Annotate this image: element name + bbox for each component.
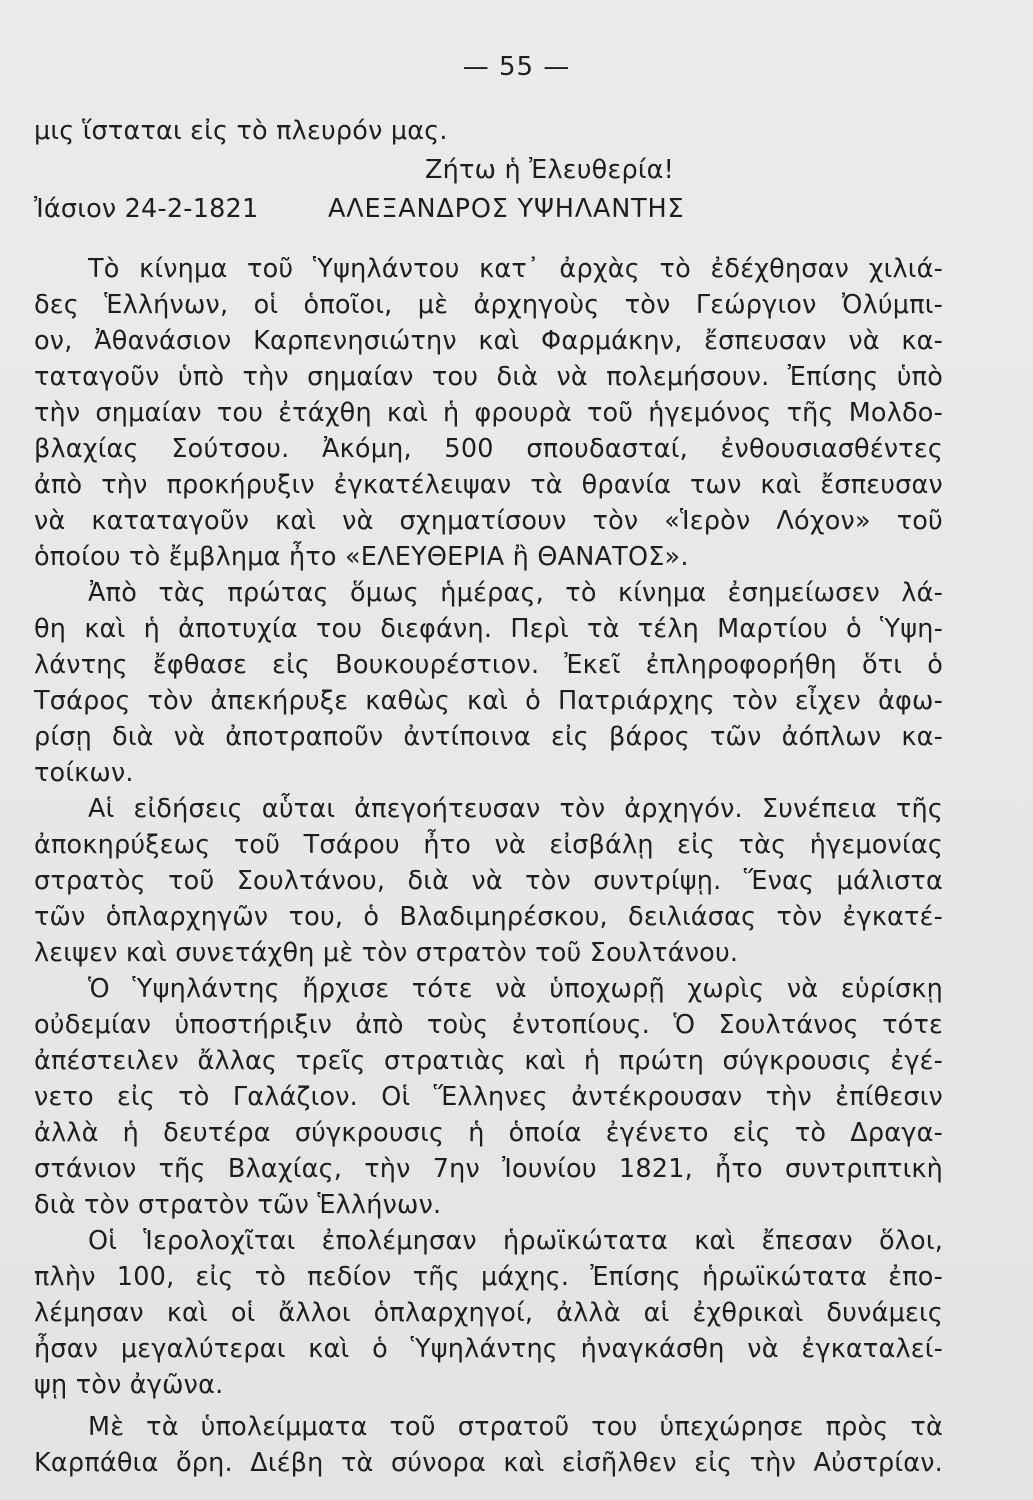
text-line: τοίκων. bbox=[34, 758, 134, 788]
text-line: νὰ καταταγοῦν καὶ νὰ σχηματίσουν τὸν «Ἱερὸν Λόχον» τοῦ bbox=[34, 506, 943, 536]
text-line: τῶν ὁπλαρχηγῶν του, ὁ Βλαδιμηρέσκου, δειλιάσας τὸν ἐγκατέ- bbox=[34, 902, 943, 932]
text-line: βλαχίας Σούτσου. Ἀκόμη, 500 σπουδασταί, ἐνθουσιασθέντες bbox=[34, 434, 943, 464]
text-line: στρατὸς τοῦ Σουλτάνου, διὰ νὰ τὸν συντρίψῃ. Ἕνας μάλιστα bbox=[34, 866, 943, 896]
text-line: δες Ἑλλήνων, οἱ ὁποῖοι, μὲ ἀρχηγοὺς τὸν Γεώργιον Ὀλύμπι- bbox=[34, 290, 943, 320]
text-line: λάντης ἔφθασε εἰς Βουκουρέστιον. Ἐκεῖ ἐπληροφορήθη ὅτι ὁ bbox=[34, 650, 943, 680]
text-line: νετο εἰς τὸ Γαλάζιον. Οἱ Ἕλληνες ἀντέκρουσαν τὴν ἐπίθεσιν bbox=[34, 1082, 943, 1112]
text-line: ἀποκηρύξεως τοῦ Τσάρου ἦτο νὰ εἰσβάλῃ εἰς τὰς ἡγεμονίας bbox=[34, 830, 943, 860]
signature-name: ΑΛΕΞΑΝΔΡΟΣ ΥΨΗΛΑΝΤΗΣ bbox=[328, 194, 685, 224]
text-line: Ἀπὸ τὰς πρώτας ὅμως ἡμέρας, τὸ κίνημα ἐσημείωσεν λά- bbox=[88, 578, 943, 608]
page-number: — 55 — bbox=[462, 52, 571, 82]
text-line: Καρπάθια ὄρη. Διέβη τὰ σύνορα καὶ εἰσῆλθεν εἰς τὴν Αὐστρίαν. bbox=[34, 1448, 943, 1478]
text-line: μις ἵσταται εἰς τὸ πλευρόν μας. bbox=[34, 116, 448, 146]
text-line: λέμησαν καὶ οἱ ἄλλοι ὁπλαρχηγοί, ἀλλὰ αἱ ἐχθρικαὶ δυνάμεις bbox=[34, 1298, 943, 1328]
text-line: θη καὶ ἡ ἀποτυχία του διεφάνη. Περὶ τὰ τέλη Μαρτίου ὁ Ὑψη- bbox=[34, 614, 943, 644]
text-line: ρίσῃ διὰ νὰ ἀποτραποῦν ἀντίποινα εἰς βάρος τῶν ἀόπλων κα- bbox=[34, 722, 943, 752]
text-line: ψῃ τὸν ἀγῶνα. bbox=[34, 1370, 224, 1400]
text-line: Οἱ Ἱερολοχῖται ἐπολέμησαν ἡρωϊκώτατα καὶ ἔπεσαν ὅλοι, bbox=[88, 1226, 943, 1256]
text-line: Αἱ εἰδήσεις αὗται ἀπεγοήτευσαν τὸν ἀρχηγόν. Συνέπεια τῆς bbox=[88, 794, 943, 824]
text-line: ἀπέστειλεν ἄλλας τρεῖς στρατιὰς καὶ ἡ πρώτη σύγκρουσις ἐγέ- bbox=[34, 1046, 943, 1076]
text-line: ταταγοῦν ὑπὸ τὴν σημαίαν του διὰ νὰ πολεμήσουν. Ἐπίσης ὑπὸ bbox=[34, 362, 943, 392]
text-line: τὴν σημαίαν του ἐτάχθη καὶ ἡ φρουρὰ τοῦ ἡγεμόνος τῆς Μολδο- bbox=[34, 398, 943, 428]
place-date: Ἰάσιον 24-2-1821 bbox=[34, 194, 259, 224]
text-line: Μὲ τὰ ὑπολείμματα τοῦ στρατοῦ του ὑπεχώρησε πρὸς τὰ bbox=[88, 1412, 943, 1442]
text-line: πλὴν 100, εἰς τὸ πεδίον τῆς μάχης. Ἐπίσης ἡρωϊκώτατα ἐπο- bbox=[34, 1262, 943, 1292]
text-line: διὰ τὸν στρατὸν τῶν Ἑλλήνων. bbox=[34, 1190, 442, 1220]
text-line: στάνιον τῆς Βλαχίας, τὴν 7ην Ἰουνίου 1821, ἦτο συντριπτικὴ bbox=[34, 1154, 943, 1184]
text-line: Τὸ κίνημα τοῦ Ὑψηλάντου κατ᾽ ἀρχὰς τὸ ἐδέχθησαν χιλιά- bbox=[88, 254, 943, 284]
text-line: ἦσαν μεγαλύτεραι καὶ ὁ Ὑψηλάντης ἠναγκάσθη νὰ ἐγκαταλεί- bbox=[34, 1334, 943, 1364]
text-line: Τσάρος τὸν ἀπεκήρυξε καθὼς καὶ ὁ Πατριάρχης τὸν εἶχεν ἀφω- bbox=[34, 686, 943, 716]
text-line: οὐδεμίαν ὑποστήριξιν ἀπὸ τοὺς ἐντοπίους. Ὁ Σουλτάνος τότε bbox=[34, 1010, 943, 1040]
text-line: ὁποίου τὸ ἔμβλημα ἦτο «ΕΛΕΥΘΕΡΙΑ ἢ ΘΑΝΑΤΟΣ». bbox=[34, 542, 689, 572]
text-line: ον, Ἀθανάσιον Καρπενησιώτην καὶ Φαρμάκην, ἔσπευσαν νὰ κα- bbox=[34, 326, 943, 356]
text-line: ἀλλὰ ἡ δευτέρα σύγκρουσις ἡ ὁποία ἐγένετο εἰς τὸ Δραγα- bbox=[34, 1118, 943, 1148]
text-line: ἀπὸ τὴν προκήρυξιν ἐγκατέλειψαν τὰ θρανία των καὶ ἔσπευσαν bbox=[34, 470, 943, 500]
text-line: λειψεν καὶ συνετάχθη μὲ τὸν στρατὸν τοῦ Σουλτάνου. bbox=[34, 938, 739, 968]
exclamation-line: Ζήτω ἡ Ἐλευθερία! bbox=[425, 155, 675, 185]
text-line: Ὁ Ὑψηλάντης ἤρχισε τότε νὰ ὑποχωρῇ χωρὶς νὰ εὑρίσκῃ bbox=[88, 974, 943, 1004]
